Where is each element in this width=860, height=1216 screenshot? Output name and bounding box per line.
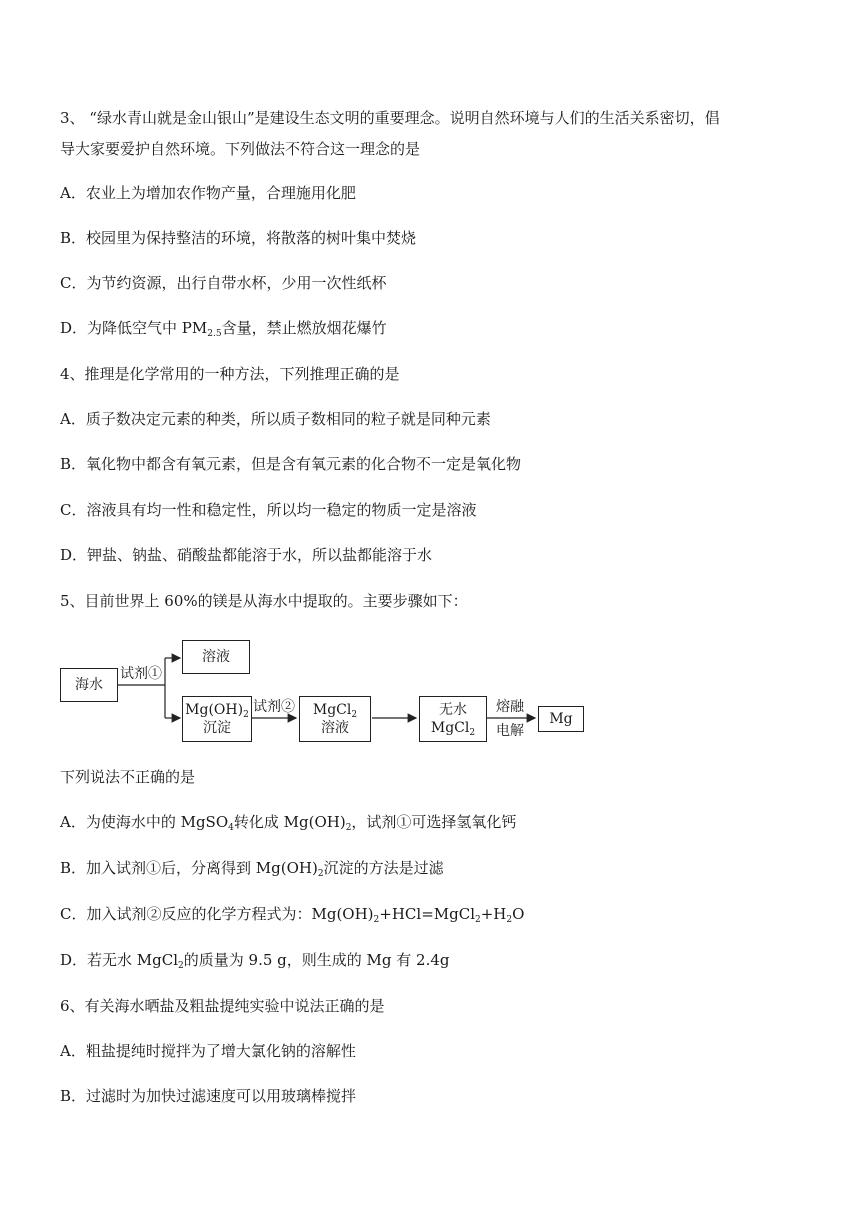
- molten-label: 熔融: [496, 699, 524, 715]
- electrolysis-label: 电解: [496, 723, 524, 739]
- q5-option-d: D．若无水 MgCl$_2$的质量为 9.5 g，则生成的 Mg 有 2.4g: [60, 951, 450, 971]
- reagent1-label: 试剂①: [120, 666, 162, 682]
- q4-option-c: C．溶液具有均一性和稳定性，所以均一稳定的物质一定是溶液: [60, 501, 477, 519]
- solution-box: [182, 640, 250, 674]
- anhydrous-label: 无水: [439, 702, 467, 718]
- q4-stem: 4、推理是化学常用的一种方法，下列推理正确的是: [60, 365, 400, 383]
- q5-option-a: A．为使海水中的 MgSO$_4$转化成 $Mg(OH)_2$，试剂①可选择氢氧化钙: [60, 813, 517, 833]
- mg-label: Mg: [549, 711, 573, 727]
- q3-stem-line1: 3、 “绿水青山就是金山银山”是建设生态文明的重要理念。说明自然环境与人们的生活关系密切，倡: [60, 109, 720, 127]
- q5-option-c: C．加入试剂②反应的化学方程式为：$Mg(OH)_2+HCl=MgCl_2+H_2O$: [60, 905, 525, 925]
- q5-stem: 5、目前世界上 60%的镁是从海水中提取的。主要步骤如下：: [60, 592, 468, 610]
- anhydrous-mgcl2-box: [419, 696, 487, 742]
- q3-option-a: A．农业上为增加农作物产量，合理施用化肥: [60, 184, 356, 202]
- mgoh2-label: $Mg(OH)_2$: [185, 702, 249, 720]
- solution-label: 溶液: [202, 649, 230, 665]
- mgoh2-precipitate-box: [182, 696, 252, 742]
- seawater-box: [60, 668, 118, 702]
- mgcl2b-label: MgCl$_2$: [430, 720, 476, 738]
- q3-option-c: C．为节约资源，出行自带水杯，少用一次性纸杯: [60, 274, 387, 292]
- reagent2-label: 试剂②: [253, 699, 295, 715]
- mg-box: [538, 706, 584, 732]
- q3-option-b: B．校园里为保持整洁的环境，将散落的树叶集中焚烧: [60, 229, 417, 247]
- q6-stem: 6、有关海水晒盐及粗盐提纯实验中说法正确的是: [60, 997, 385, 1015]
- q4-option-d: D．钾盐、钠盐、硝酸盐都能溶于水，所以盐都能溶于水: [60, 546, 433, 564]
- q6-option-b: B．过滤时为加快过滤速度可以用玻璃棒搅拌: [60, 1087, 357, 1105]
- q4-option-b: B．氧化物中都含有氧元素，但是含有氧元素的化合物不一定是氧化物: [60, 455, 522, 473]
- q5-prompt: 下列说法不正确的是: [60, 768, 196, 786]
- q3-option-d: D．为降低空气中 $PM_{2.5}$含量，禁止燃放烟花爆竹: [60, 319, 387, 339]
- q6-option-a: A．粗盐提纯时搅拌为了增大氯化钠的溶解性: [60, 1042, 356, 1060]
- magnesium-flow-diagram: [56, 632, 596, 750]
- seawater-label: 海水: [75, 677, 103, 693]
- solution2-label: 溶液: [321, 720, 349, 736]
- mgcl2-label: MgCl$_2$: [312, 702, 358, 720]
- q3-stem: [60, 103, 805, 165]
- q4-option-a: A．质子数决定元素的种类，所以质子数相同的粒子就是同种元素: [60, 410, 491, 428]
- q3-stem-line2: 导大家要爱护自然环境。下列做法不符合这一理念的是: [60, 140, 421, 158]
- mgcl2-solution-box: [299, 696, 371, 742]
- precipitate-label: 沉淀: [203, 720, 231, 736]
- q5-option-b: B．加入试剂①后，分离得到 $Mg(OH)_2$沉淀的方法是过滤: [60, 859, 444, 879]
